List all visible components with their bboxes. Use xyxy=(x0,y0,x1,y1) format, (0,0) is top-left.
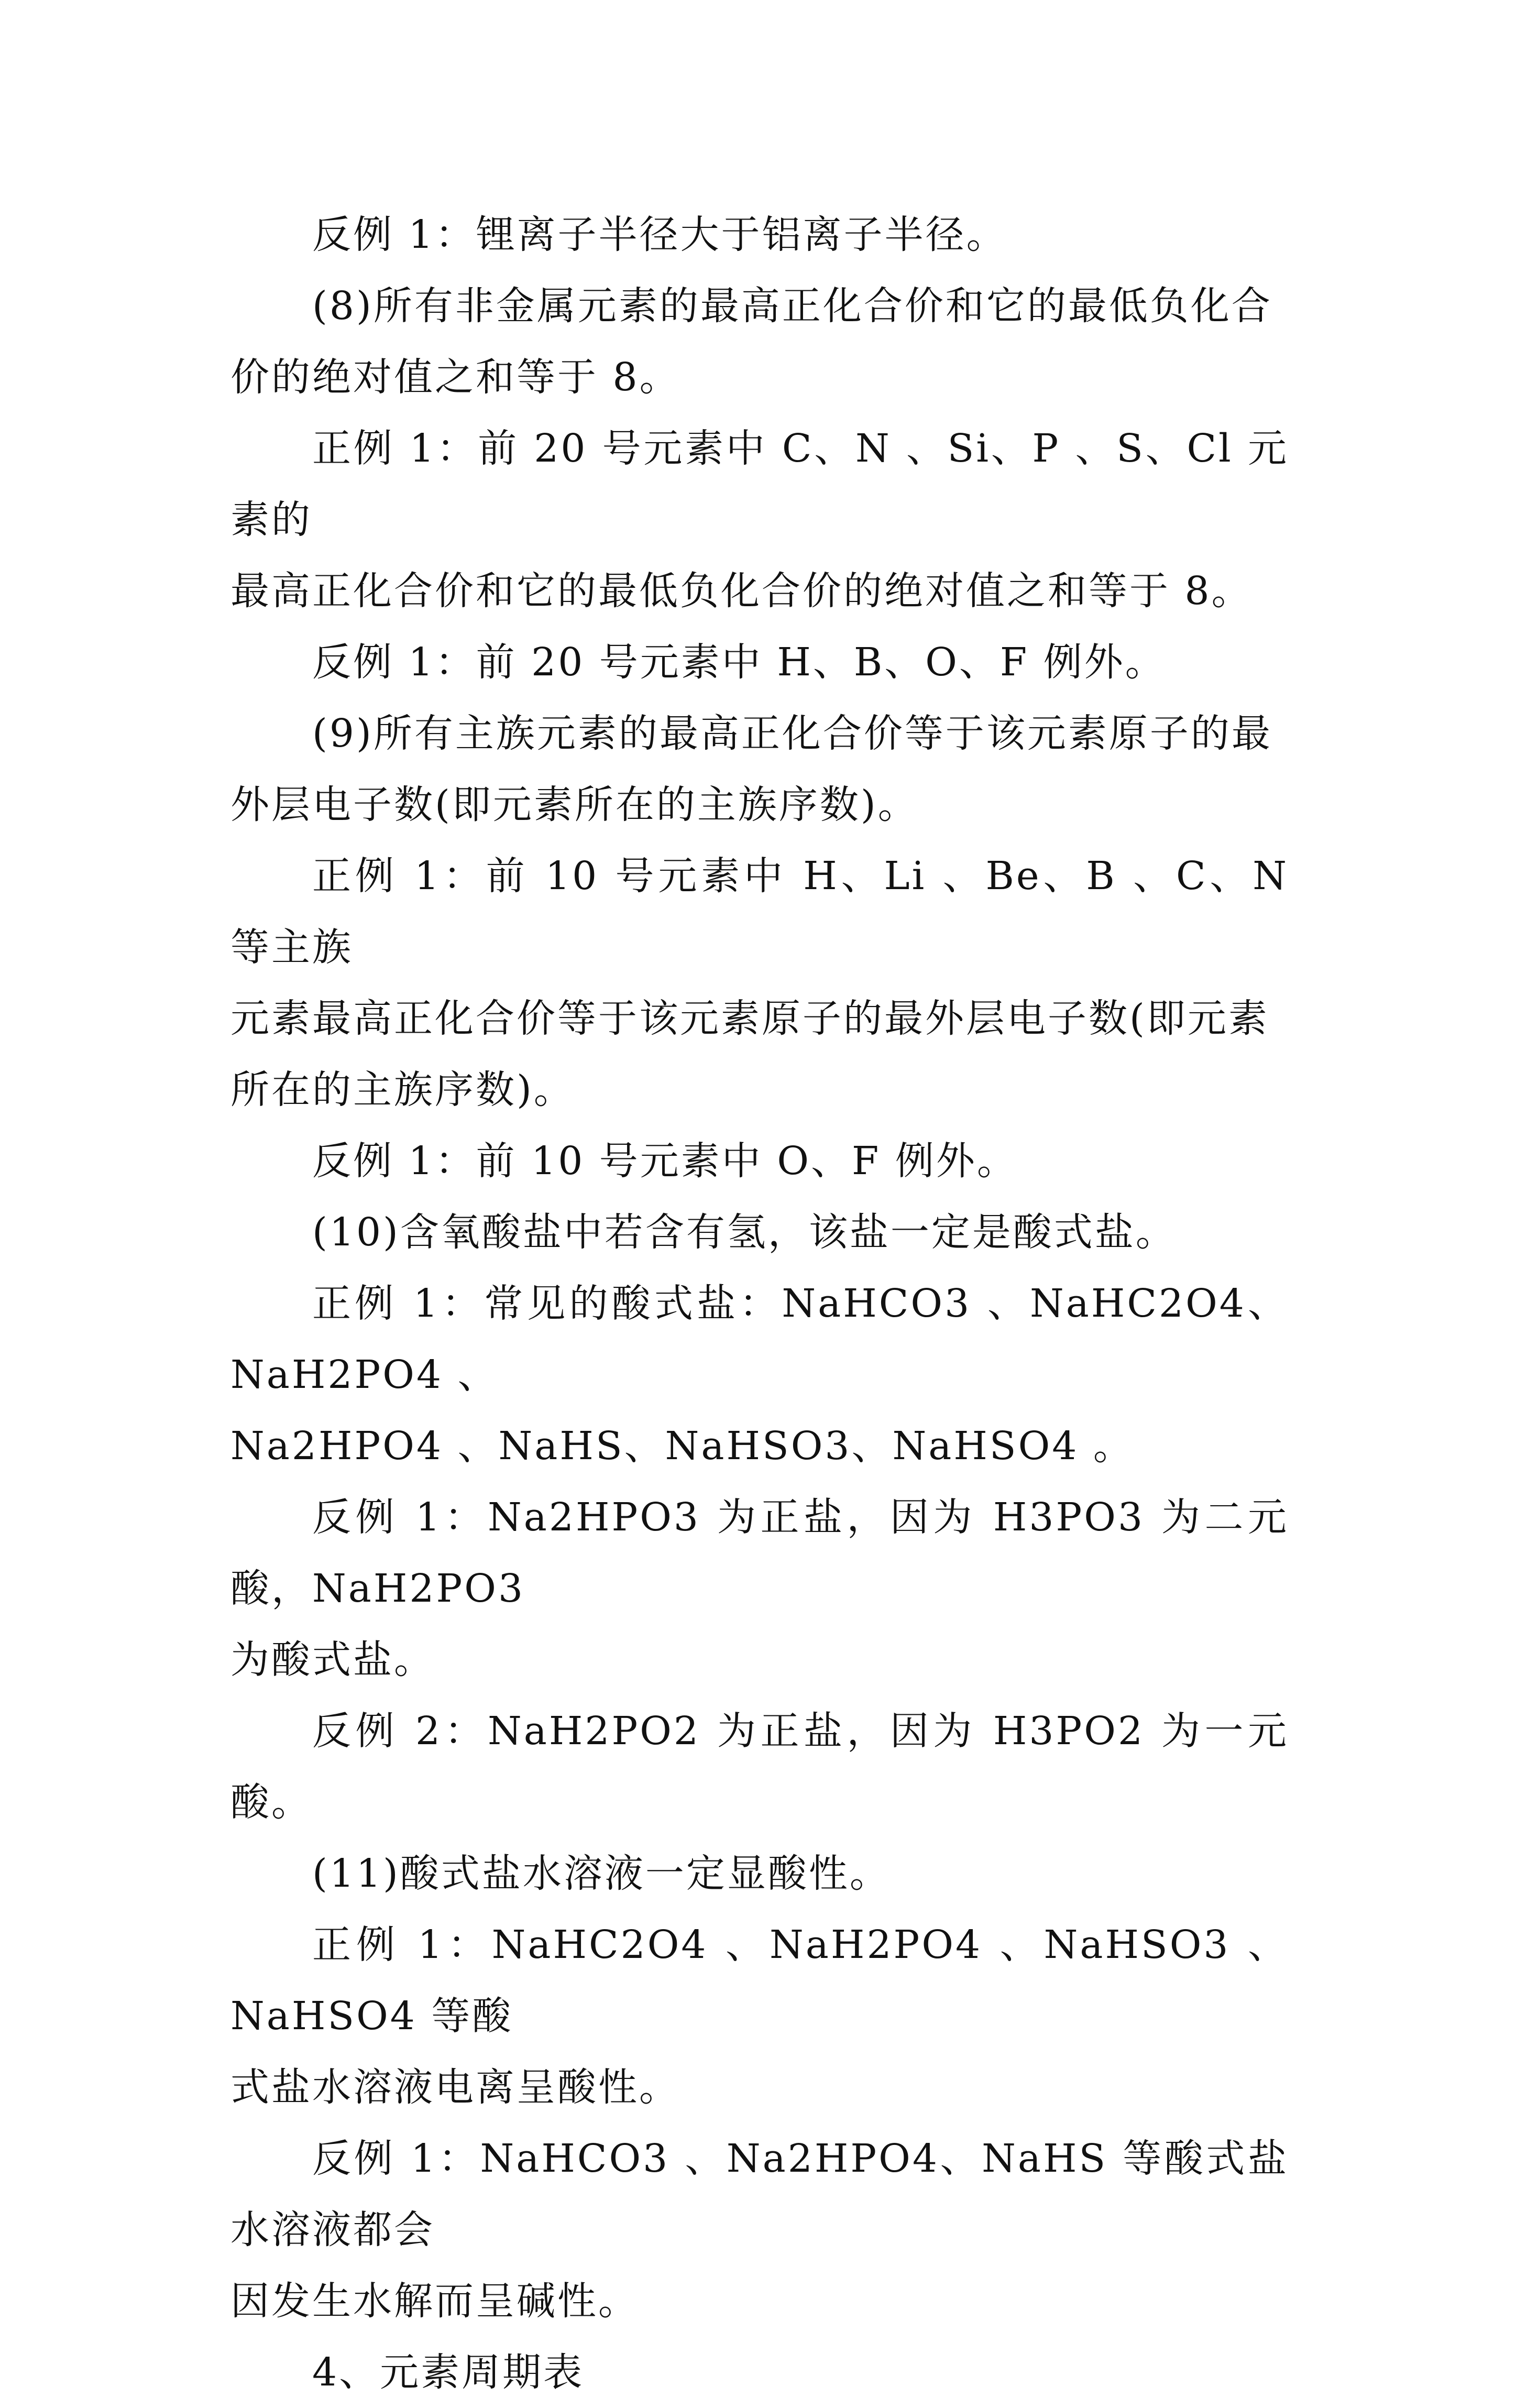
text-line: 反例 1：前 20 号元素中 H、B、O、F 例外。 xyxy=(312,640,1166,685)
text-line: 反例 1：NaHCO3 、Na2HPO4、NaHS 等酸式盐水溶液都会 xyxy=(230,2136,1289,2252)
paragraph xyxy=(230,2123,1289,2337)
text-line: 价的绝对值之和等于 8。 xyxy=(230,355,680,400)
text-line: (8)所有非金属元素的最高正化合价和它的最低负化合 xyxy=(312,283,1272,329)
text-line: 正例 1：常见的酸式盐：NaHCO3 、NaHC2O4、NaH2PO4 、 xyxy=(230,1281,1289,1397)
text-line: Na2HPO4 、NaHS、NaHSO3、NaHSO4 。 xyxy=(230,1424,1134,1469)
text-line: 为酸式盐。 xyxy=(230,1637,435,1682)
text-line: 因发生水解而呈碱性。 xyxy=(230,2279,639,2324)
text-line: 式盐水溶液电离呈酸性。 xyxy=(230,2065,680,2110)
text-line: 反例 1：锂离子半径大于铝离子半径。 xyxy=(312,212,1007,257)
paragraph xyxy=(230,1695,1289,1838)
text-line: 正例 1：前 10 号元素中 H、Li 、Be、B 、C、N 等主族 xyxy=(230,853,1289,970)
text-line: 正例 1：NaHC2O4 、NaH2PO4 、NaHSO3 、NaHSO4 等酸 xyxy=(230,1922,1289,2039)
paragraph xyxy=(230,2337,1289,2408)
paragraph xyxy=(230,199,1289,270)
text-line: 反例 1：前 10 号元素中 O、F 例外。 xyxy=(312,1139,1018,1184)
text-line: 外层电子数(即元素所在的主族序数)。 xyxy=(230,782,919,827)
paragraph xyxy=(230,1838,1289,1909)
text-line: 所在的主族序数)。 xyxy=(230,1067,575,1112)
text-line: 最高正化合价和它的最低负化合价的绝对值之和等于 8。 xyxy=(230,568,1253,614)
text-line: (10)含氧酸盐中若含有氢，该盐一定是酸式盐。 xyxy=(312,1210,1177,1255)
paragraph xyxy=(230,698,1289,840)
paragraph xyxy=(230,413,1289,627)
paragraph xyxy=(230,1482,1289,1695)
document-body xyxy=(230,199,1289,2408)
paragraph xyxy=(230,1125,1289,1197)
text-line: 4、元素周期表 xyxy=(312,2350,585,2395)
paragraph xyxy=(230,627,1289,698)
paragraph xyxy=(230,270,1289,413)
paragraph xyxy=(230,1909,1289,2123)
text-line: 正例 1：前 20 号元素中 C、N 、Si、P 、S、Cl 元素的 xyxy=(230,426,1289,542)
paragraph xyxy=(230,1197,1289,1268)
text-line: 反例 2：NaH2PO2 为正盐，因为 H3PO2 为一元酸。 xyxy=(230,1709,1289,1825)
text-line: 反例 1：Na2HPO3 为正盐，因为 H3PO3 为二元酸，NaH2PO3 xyxy=(230,1495,1289,1611)
text-line: (9)所有主族元素的最高正化合价等于该元素原子的最 xyxy=(312,711,1272,756)
paragraph xyxy=(230,1268,1289,1482)
paragraph xyxy=(230,840,1289,1125)
text-line: 元素最高正化合价等于该元素原子的最外层电子数(即元素 xyxy=(230,996,1269,1041)
text-line: (11)酸式盐水溶液一定显酸性。 xyxy=(312,1851,891,1896)
